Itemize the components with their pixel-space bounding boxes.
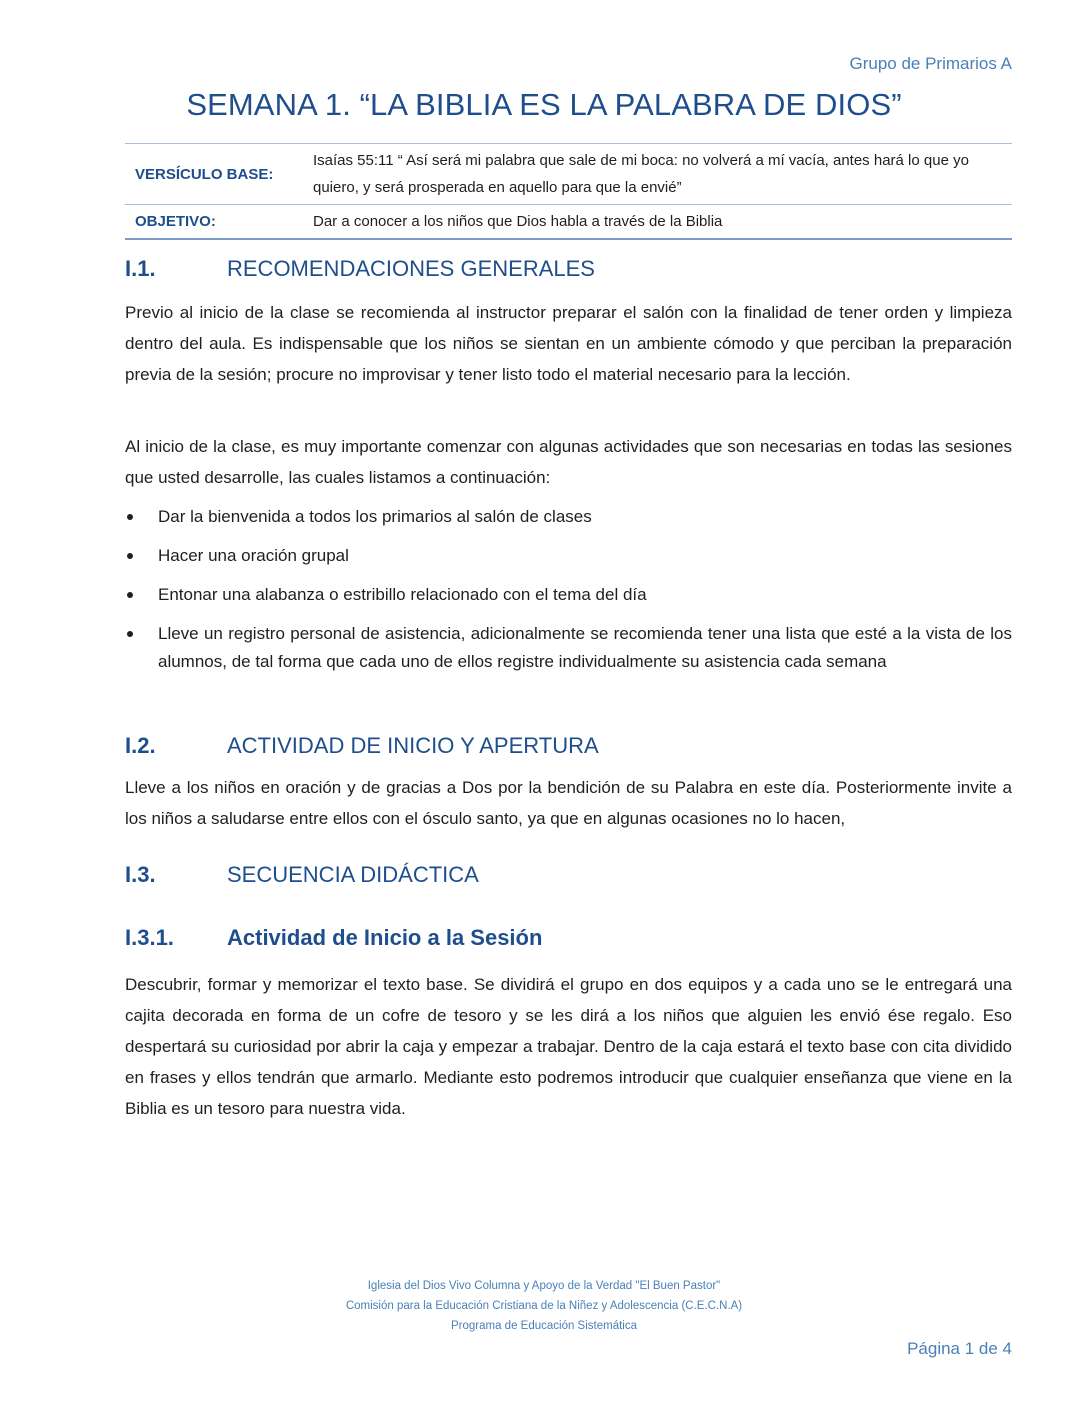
- footer: [0, 1276, 1088, 1336]
- bullet-icon: [127, 592, 133, 598]
- bullet-icon: [127, 514, 133, 520]
- section-3-1-number: I.3.1.: [125, 925, 174, 950]
- section-3-1-paragraph: Descubrir, formar y memorizar el texto base. Se dividirá el grupo en dos equipos y a cada uno se le entregará una cajita decorada en forma de un cofre de tesoro y se les dirá a los niños que alguien les envió ése regalo. Eso despertará su curiosidad por abrir la caja y empezar a trabajar. Dentro de la caja estará el texto base con cita dividido en frases y ellos tendrán que armarlo. Mediante esto podremos introducir que cualquier enseñanza que viene en la Biblia es un tesoro para nuestra vida.: [125, 975, 1012, 1118]
- verse-row: [125, 144, 1012, 205]
- info-table: [125, 143, 1012, 240]
- page-number: Página 1 de 4: [907, 1339, 1012, 1358]
- footer-line-2: Comisión para la Educación Cristiana de la Niñez y Adolescencia (C.E.C.N.A): [345, 1300, 743, 1312]
- section-3-number: I.3.: [125, 862, 156, 887]
- list-item-text: Entonar una alabanza o estribillo relacionado con el tema del día: [158, 585, 647, 604]
- list-item-text: Hacer una oración grupal: [158, 546, 349, 565]
- objective-value: Dar a conocer a los niños que Dios habla a través de la Biblia: [313, 213, 723, 230]
- objective-row: [125, 205, 1012, 240]
- activity-list: [125, 503, 1012, 687]
- section-3-1-title: Actividad de Inicio a la Sesión: [227, 925, 543, 950]
- objective-label: OBJETIVO:: [135, 213, 216, 230]
- section-2-heading: [125, 733, 599, 759]
- section-1-number: I.1.: [125, 256, 156, 281]
- verse-value: Isaías 55:11 “ Así será mi palabra que sale de mi boca: no volverá a mí vacía, antes hará lo que yo quiero, y será prosperada en aquello para que la envié”: [313, 152, 969, 196]
- section-2-number: I.2.: [125, 733, 156, 758]
- bullet-icon: [127, 631, 133, 637]
- section-2-paragraph: Lleve a los niños en oración y de gracias a Dos por la bendición de su Palabra en este día. Posteriormente invite a los niños a saludarse entre ellos con el ósculo santo, ya que en algunas ocasiones no lo hacen,: [125, 778, 1012, 828]
- list-item-text: Dar la bienvenida a todos los primarios al salón de clases: [158, 507, 592, 526]
- section-3-1-heading: [125, 925, 542, 951]
- footer-line-1: Iglesia del Dios Vivo Columna y Apoyo de la Verdad "El Buen Pastor": [367, 1280, 721, 1292]
- verse-label: VERSÍCULO BASE:: [135, 165, 274, 183]
- footer-line-3: Programa de Educación Sistemática: [450, 1320, 637, 1332]
- section-1-paragraph-1: Previo al inicio de la clase se recomienda al instructor preparar el salón con la finalidad de tener orden y limpieza dentro del aula. Es indispensable que los niños se sientan en un ambiente cómodo y que perciban la preparación previa de la sesión; procure no improvisar y tener listo todo el material necesario para la lección.: [125, 303, 1012, 384]
- section-3-title: SECUENCIA DIDÁCTICA: [227, 862, 479, 887]
- group-header: Grupo de Primarios A: [849, 54, 1012, 73]
- list-item: [125, 620, 1012, 676]
- list-item: [125, 542, 1012, 570]
- section-1-paragraph-2: Al inicio de la clase, es muy importante comenzar con algunas actividades que son necesarias en todas las sesiones que usted desarrolle, las cuales listamos a continuación:: [125, 437, 1012, 487]
- list-item: [125, 581, 1012, 609]
- list-item-text: Lleve un registro personal de asistencia, adicionalmente se recomienda tener una lista que esté a la vista de los alumnos, de tal forma que cada uno de ellos registre individualmente su asistencia cada semana: [158, 624, 1012, 671]
- bullet-icon: [127, 553, 133, 559]
- section-1-title: RECOMENDACIONES GENERALES: [227, 256, 595, 281]
- page-title: SEMANA 1. “LA BIBLIA ES LA PALABRA DE DIOS”: [186, 87, 902, 122]
- section-3-heading: [125, 862, 479, 888]
- list-item: [125, 503, 1012, 531]
- section-1-heading: [125, 256, 595, 282]
- section-2-title: ACTIVIDAD DE INICIO Y APERTURA: [227, 733, 599, 758]
